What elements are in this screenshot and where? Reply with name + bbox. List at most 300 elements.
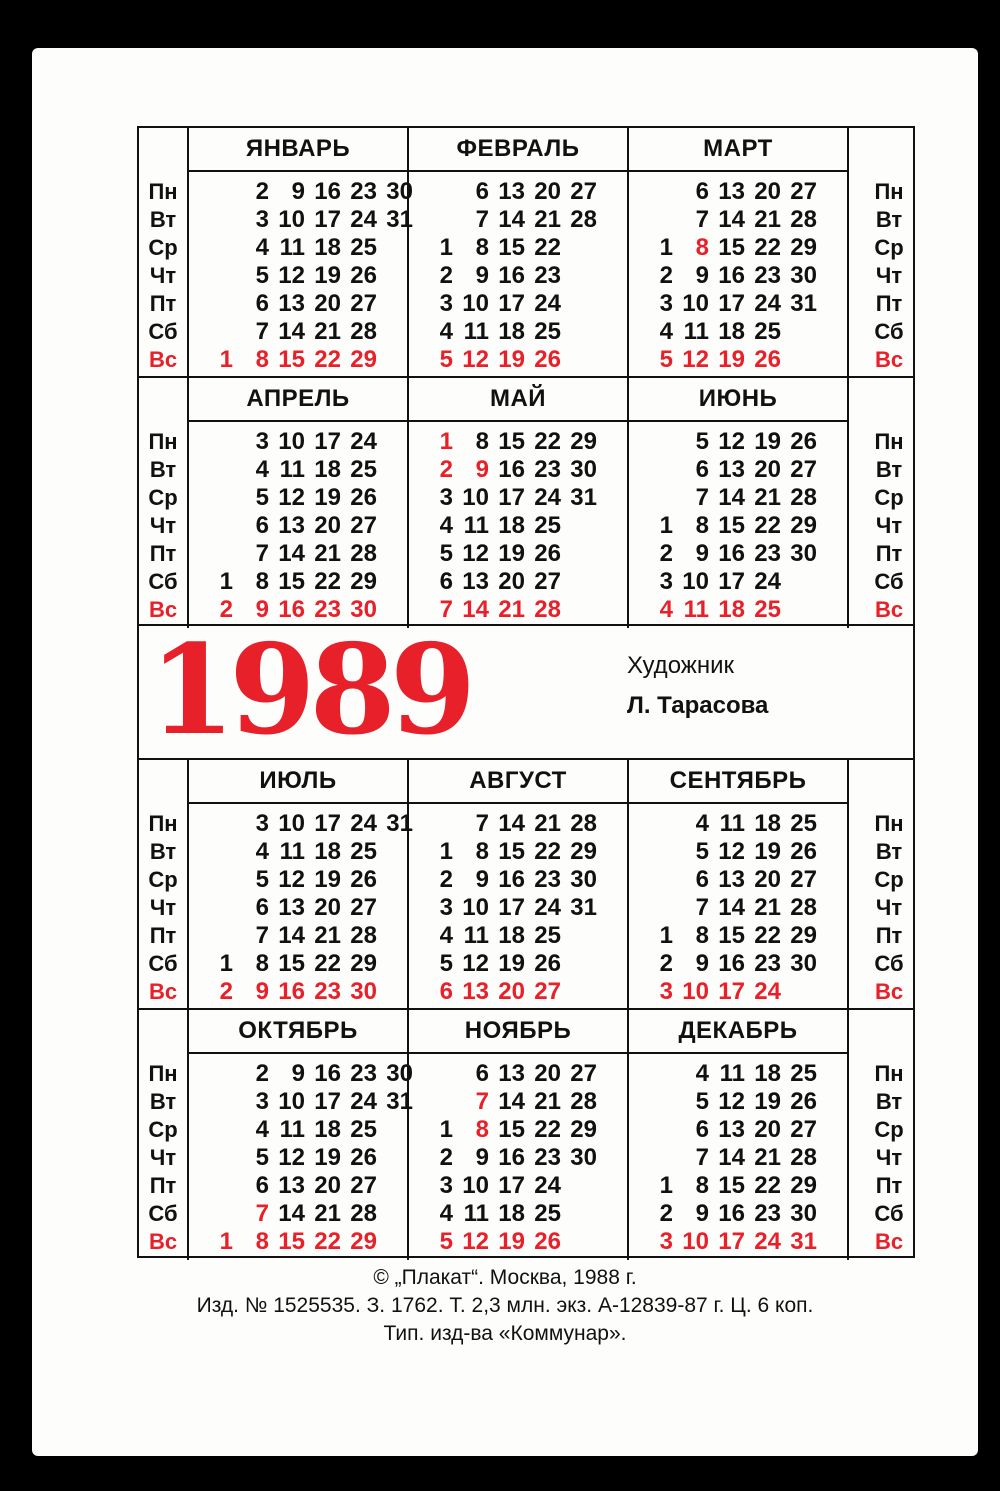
day-cell: 18 bbox=[754, 1060, 781, 1087]
month-title: ИЮНЬ bbox=[627, 378, 849, 422]
day-cell: 8 bbox=[695, 922, 709, 949]
day-cell: 14 bbox=[498, 1088, 525, 1115]
month-grid bbox=[627, 1054, 849, 1260]
day-cell: 24 bbox=[350, 1088, 377, 1115]
day-cell: 23 bbox=[754, 540, 781, 567]
weekday-label: Пн bbox=[148, 811, 178, 836]
weekday-label: Сб bbox=[148, 319, 178, 344]
day-cell: 25 bbox=[790, 810, 817, 837]
weekday-label: Ср bbox=[874, 485, 904, 510]
day-cell: 16 bbox=[718, 540, 745, 567]
day-cell: 7 bbox=[695, 206, 709, 233]
day-cell: 4 bbox=[255, 234, 269, 261]
weekday-label: Вс bbox=[148, 979, 178, 1004]
day-cell: 3 bbox=[439, 484, 453, 511]
day-cell: 11 bbox=[719, 1060, 745, 1087]
day-cell: 28 bbox=[570, 1088, 597, 1115]
day-cell: 7 bbox=[475, 206, 489, 233]
day-cell: 2 bbox=[255, 178, 269, 205]
day-cell: 11 bbox=[463, 1200, 489, 1227]
calendar-second-half bbox=[137, 758, 915, 1258]
weekday-column-right bbox=[865, 422, 913, 628]
weekday-label: Сб bbox=[148, 1201, 178, 1226]
day-cell: 18 bbox=[498, 1200, 525, 1227]
weekday-label: Ср bbox=[148, 867, 178, 892]
day-cell: 12 bbox=[682, 346, 709, 373]
day-cell: 28 bbox=[350, 1200, 377, 1227]
weekday-label: Сб bbox=[874, 569, 904, 594]
day-cell: 3 bbox=[659, 290, 673, 317]
day-cell: 18 bbox=[754, 810, 781, 837]
day-cell: 11 bbox=[719, 810, 745, 837]
weekday-label: Пн bbox=[148, 179, 178, 204]
day-cell: 31 bbox=[790, 1228, 817, 1255]
day-cell: 10 bbox=[278, 428, 305, 455]
day-cell: 3 bbox=[439, 894, 453, 921]
day-cell: 30 bbox=[790, 950, 817, 977]
weekday-column-left bbox=[139, 804, 187, 1010]
day-cell: 13 bbox=[278, 1172, 305, 1199]
day-cell: 16 bbox=[314, 178, 341, 205]
day-cell: 23 bbox=[534, 456, 561, 483]
day-cell: 23 bbox=[534, 866, 561, 893]
month-title: ОКТЯБРЬ bbox=[187, 1010, 407, 1054]
day-cell: 28 bbox=[790, 894, 817, 921]
day-cell: 19 bbox=[754, 1088, 781, 1115]
day-cell: 1 bbox=[219, 950, 233, 977]
day-cell: 2 bbox=[439, 262, 453, 289]
day-cell: 26 bbox=[790, 838, 817, 865]
day-cell: 18 bbox=[314, 1116, 341, 1143]
day-cell: 19 bbox=[498, 540, 525, 567]
day-cell: 19 bbox=[314, 866, 341, 893]
day-cell: 8 bbox=[695, 1172, 709, 1199]
weekday-label: Чт bbox=[149, 895, 177, 920]
day-cell: 26 bbox=[790, 428, 817, 455]
day-cell: 5 bbox=[439, 1228, 453, 1255]
day-cell: 13 bbox=[278, 894, 305, 921]
day-cell: 11 bbox=[683, 318, 709, 345]
month-title: ИЮЛЬ bbox=[187, 760, 407, 804]
day-cell: 26 bbox=[534, 1228, 561, 1255]
weekday-label: Вт bbox=[149, 207, 177, 232]
day-cell: 27 bbox=[790, 178, 817, 205]
day-cell: 15 bbox=[718, 922, 745, 949]
day-cell: 2 bbox=[439, 456, 453, 483]
day-cell: 3 bbox=[659, 1228, 673, 1255]
day-cell: 2 bbox=[659, 540, 673, 567]
month-title: АВГУСТ bbox=[407, 760, 627, 804]
day-cell: 9 bbox=[695, 262, 709, 289]
weekday-label: Пн bbox=[874, 1061, 904, 1086]
day-cell: 25 bbox=[350, 1116, 377, 1143]
day-cell: 12 bbox=[462, 346, 489, 373]
month-grid bbox=[407, 804, 627, 1010]
day-cell: 10 bbox=[278, 810, 305, 837]
day-cell: 28 bbox=[790, 484, 817, 511]
month-grid bbox=[407, 172, 627, 378]
day-cell: 15 bbox=[718, 512, 745, 539]
day-cell: 17 bbox=[718, 978, 745, 1005]
day-cell: 9 bbox=[255, 596, 269, 623]
day-cell: 5 bbox=[255, 1144, 269, 1171]
artist-name: Л. Тарасова bbox=[627, 692, 769, 719]
weekday-label: Пн bbox=[874, 429, 904, 454]
day-cell: 17 bbox=[314, 206, 341, 233]
day-cell: 30 bbox=[570, 866, 597, 893]
day-cell: 24 bbox=[350, 428, 377, 455]
day-cell: 9 bbox=[291, 1060, 305, 1087]
day-cell: 15 bbox=[278, 950, 305, 977]
day-cell: 8 bbox=[255, 346, 269, 373]
weekday-label: Пт bbox=[875, 923, 903, 948]
day-cell: 27 bbox=[570, 178, 597, 205]
day-cell: 27 bbox=[790, 1116, 817, 1143]
day-cell: 7 bbox=[695, 1144, 709, 1171]
imprint-line-2: Изд. № 1525535. З. 1762. Т. 2,3 млн. экз. А-12839-87 г. Ц. 6 коп. bbox=[196, 1294, 814, 1317]
day-cell: 22 bbox=[754, 234, 781, 261]
day-cell: 21 bbox=[314, 922, 341, 949]
quarter-4 bbox=[139, 1008, 913, 1260]
day-cell: 16 bbox=[278, 978, 305, 1005]
day-cell: 29 bbox=[570, 838, 597, 865]
weekday-label: Ср bbox=[874, 867, 904, 892]
day-cell: 26 bbox=[534, 346, 561, 373]
day-cell: 26 bbox=[350, 262, 377, 289]
day-cell: 12 bbox=[462, 540, 489, 567]
day-cell: 29 bbox=[790, 512, 817, 539]
weekday-label: Пт bbox=[875, 1173, 903, 1198]
day-cell: 17 bbox=[498, 290, 525, 317]
day-cell: 27 bbox=[570, 1060, 597, 1087]
day-cell: 12 bbox=[462, 1228, 489, 1255]
day-cell: 24 bbox=[534, 484, 561, 511]
day-cell: 7 bbox=[439, 596, 453, 623]
day-cell: 27 bbox=[350, 1172, 377, 1199]
day-cell: 12 bbox=[278, 866, 305, 893]
day-cell: 10 bbox=[682, 290, 709, 317]
day-cell: 29 bbox=[350, 568, 377, 595]
day-cell: 23 bbox=[534, 1144, 561, 1171]
day-cell: 19 bbox=[754, 838, 781, 865]
day-cell: 31 bbox=[570, 894, 597, 921]
day-cell: 25 bbox=[350, 838, 377, 865]
weekday-label: Вс bbox=[874, 347, 904, 372]
day-cell: 17 bbox=[718, 1228, 745, 1255]
day-cell: 16 bbox=[278, 596, 305, 623]
day-cell: 1 bbox=[439, 428, 453, 455]
day-cell: 17 bbox=[314, 1088, 341, 1115]
day-cell: 18 bbox=[498, 318, 525, 345]
day-cell: 10 bbox=[278, 206, 305, 233]
day-cell: 21 bbox=[314, 318, 341, 345]
day-cell: 19 bbox=[314, 1144, 341, 1171]
day-cell: 29 bbox=[790, 1172, 817, 1199]
day-cell: 14 bbox=[278, 540, 305, 567]
day-cell: 12 bbox=[718, 838, 745, 865]
day-cell: 6 bbox=[695, 178, 709, 205]
day-cell: 25 bbox=[350, 456, 377, 483]
month-title: МАЙ bbox=[407, 378, 627, 422]
day-cell: 16 bbox=[718, 1200, 745, 1227]
day-cell: 24 bbox=[754, 568, 781, 595]
weekday-label: Пт bbox=[149, 291, 177, 316]
day-cell: 26 bbox=[534, 950, 561, 977]
weekday-label: Чт bbox=[149, 513, 177, 538]
month-grid bbox=[187, 804, 413, 1010]
day-cell: 2 bbox=[255, 1060, 269, 1087]
weekday-label: Чт bbox=[875, 513, 903, 538]
quarter-1 bbox=[139, 128, 913, 378]
weekday-label: Вт bbox=[149, 1089, 177, 1114]
day-cell: 5 bbox=[255, 484, 269, 511]
day-cell: 19 bbox=[498, 950, 525, 977]
day-cell: 20 bbox=[314, 1172, 341, 1199]
day-cell: 1 bbox=[439, 1116, 453, 1143]
day-cell: 20 bbox=[498, 568, 525, 595]
day-cell: 26 bbox=[790, 1088, 817, 1115]
day-cell: 18 bbox=[718, 318, 745, 345]
day-cell: 8 bbox=[695, 234, 709, 261]
weekday-label: Вт bbox=[875, 457, 903, 482]
day-cell: 6 bbox=[255, 512, 269, 539]
day-cell: 14 bbox=[278, 318, 305, 345]
day-cell: 28 bbox=[790, 1144, 817, 1171]
day-cell: 11 bbox=[463, 922, 489, 949]
day-cell: 9 bbox=[695, 950, 709, 977]
day-cell: 30 bbox=[570, 1144, 597, 1171]
day-cell: 3 bbox=[439, 1172, 453, 1199]
day-cell: 1 bbox=[219, 568, 233, 595]
day-cell: 30 bbox=[350, 596, 377, 623]
day-cell: 17 bbox=[718, 290, 745, 317]
day-cell: 28 bbox=[570, 206, 597, 233]
day-cell: 20 bbox=[754, 1116, 781, 1143]
weekday-column-right bbox=[865, 1054, 913, 1260]
weekday-label: Чт bbox=[149, 1145, 177, 1170]
day-cell: 22 bbox=[754, 1172, 781, 1199]
day-cell: 20 bbox=[498, 978, 525, 1005]
weekday-label: Чт bbox=[875, 263, 903, 288]
day-cell: 28 bbox=[350, 540, 377, 567]
day-cell: 3 bbox=[255, 428, 269, 455]
day-cell: 20 bbox=[754, 178, 781, 205]
year-band bbox=[137, 618, 915, 763]
day-cell: 2 bbox=[219, 978, 233, 1005]
day-cell: 14 bbox=[718, 1144, 745, 1171]
day-cell: 22 bbox=[534, 1116, 561, 1143]
day-cell: 29 bbox=[570, 1116, 597, 1143]
day-cell: 11 bbox=[683, 596, 709, 623]
day-cell: 15 bbox=[498, 838, 525, 865]
day-cell: 16 bbox=[718, 950, 745, 977]
day-cell: 17 bbox=[718, 568, 745, 595]
day-cell: 21 bbox=[754, 484, 781, 511]
day-cell: 1 bbox=[659, 1172, 673, 1199]
month-title: МАРТ bbox=[627, 128, 849, 172]
day-cell: 25 bbox=[754, 318, 781, 345]
day-cell: 2 bbox=[659, 950, 673, 977]
weekday-label: Пт bbox=[149, 1173, 177, 1198]
day-cell: 6 bbox=[439, 568, 453, 595]
day-cell: 13 bbox=[278, 290, 305, 317]
day-cell: 8 bbox=[475, 428, 489, 455]
day-cell: 19 bbox=[314, 484, 341, 511]
month-grid bbox=[407, 422, 627, 628]
day-cell: 25 bbox=[534, 1200, 561, 1227]
weekday-label: Чт bbox=[875, 1145, 903, 1170]
day-cell: 17 bbox=[314, 810, 341, 837]
weekday-column-right bbox=[865, 804, 913, 1010]
day-cell: 21 bbox=[754, 1144, 781, 1171]
day-cell: 12 bbox=[278, 262, 305, 289]
day-cell: 22 bbox=[754, 922, 781, 949]
day-cell: 23 bbox=[754, 262, 781, 289]
day-cell: 12 bbox=[278, 484, 305, 511]
day-cell: 6 bbox=[439, 978, 453, 1005]
day-cell: 27 bbox=[534, 568, 561, 595]
day-cell: 5 bbox=[659, 346, 673, 373]
day-cell: 9 bbox=[255, 978, 269, 1005]
day-cell: 21 bbox=[534, 1088, 561, 1115]
day-cell: 14 bbox=[278, 1200, 305, 1227]
day-cell: 1 bbox=[659, 512, 673, 539]
day-cell: 25 bbox=[790, 1060, 817, 1087]
weekday-label: Пн bbox=[148, 1061, 178, 1086]
day-cell: 20 bbox=[314, 290, 341, 317]
day-cell: 20 bbox=[754, 456, 781, 483]
weekday-label: Вт bbox=[875, 839, 903, 864]
day-cell: 11 bbox=[279, 1116, 305, 1143]
weekday-label: Чт bbox=[149, 263, 177, 288]
calendar-first-half bbox=[137, 126, 915, 626]
day-cell: 22 bbox=[314, 346, 341, 373]
month-grid bbox=[187, 172, 413, 378]
weekday-column-right bbox=[865, 172, 913, 378]
month-title: ДЕКАБРЬ bbox=[627, 1010, 849, 1054]
day-cell: 8 bbox=[695, 512, 709, 539]
day-cell: 22 bbox=[314, 1228, 341, 1255]
day-cell: 13 bbox=[498, 178, 525, 205]
month-grid bbox=[627, 804, 849, 1010]
day-cell: 24 bbox=[350, 810, 377, 837]
day-cell: 24 bbox=[754, 1228, 781, 1255]
day-cell: 23 bbox=[350, 1060, 377, 1087]
day-cell: 25 bbox=[534, 318, 561, 345]
weekday-label: Сб bbox=[874, 319, 904, 344]
day-cell: 15 bbox=[278, 1228, 305, 1255]
day-cell: 27 bbox=[790, 456, 817, 483]
day-cell: 8 bbox=[475, 838, 489, 865]
day-cell: 13 bbox=[718, 866, 745, 893]
day-cell: 18 bbox=[314, 838, 341, 865]
day-cell: 20 bbox=[534, 1060, 561, 1087]
month-title: ЯНВАРЬ bbox=[187, 128, 407, 172]
weekday-label: Вт bbox=[875, 1089, 903, 1114]
day-cell: 27 bbox=[790, 866, 817, 893]
weekday-label: Пт bbox=[149, 541, 177, 566]
day-cell: 5 bbox=[695, 1088, 709, 1115]
day-cell: 14 bbox=[498, 206, 525, 233]
day-cell: 27 bbox=[350, 894, 377, 921]
quarter-3 bbox=[139, 760, 913, 1010]
day-cell: 26 bbox=[350, 866, 377, 893]
day-cell: 21 bbox=[534, 206, 561, 233]
day-cell: 4 bbox=[659, 318, 673, 345]
day-cell: 13 bbox=[462, 978, 489, 1005]
weekday-label: Вт bbox=[875, 207, 903, 232]
day-cell: 18 bbox=[718, 596, 745, 623]
day-cell: 23 bbox=[754, 1200, 781, 1227]
day-cell: 28 bbox=[570, 810, 597, 837]
day-cell: 3 bbox=[439, 290, 453, 317]
day-cell: 30 bbox=[386, 1060, 413, 1087]
day-cell: 4 bbox=[255, 456, 269, 483]
day-cell: 21 bbox=[754, 894, 781, 921]
day-cell: 3 bbox=[255, 206, 269, 233]
day-cell: 31 bbox=[386, 1088, 413, 1115]
day-cell: 23 bbox=[350, 178, 377, 205]
weekday-label: Сб bbox=[148, 569, 178, 594]
day-cell: 10 bbox=[462, 484, 489, 511]
day-cell: 10 bbox=[682, 978, 709, 1005]
day-cell: 3 bbox=[255, 810, 269, 837]
day-cell: 8 bbox=[255, 1228, 269, 1255]
day-cell: 2 bbox=[439, 1144, 453, 1171]
day-cell: 30 bbox=[570, 456, 597, 483]
month-grid bbox=[407, 1054, 627, 1260]
day-cell: 8 bbox=[255, 950, 269, 977]
day-cell: 12 bbox=[718, 428, 745, 455]
weekday-label: Сб bbox=[874, 951, 904, 976]
weekday-column-left bbox=[139, 1054, 187, 1260]
day-cell: 31 bbox=[790, 290, 817, 317]
day-cell: 17 bbox=[314, 428, 341, 455]
day-cell: 4 bbox=[659, 596, 673, 623]
day-cell: 22 bbox=[534, 838, 561, 865]
month-grid bbox=[187, 422, 407, 628]
day-cell: 31 bbox=[386, 810, 413, 837]
day-cell: 15 bbox=[498, 428, 525, 455]
weekday-label: Ср bbox=[148, 235, 178, 260]
day-cell: 4 bbox=[439, 318, 453, 345]
day-cell: 7 bbox=[255, 1200, 269, 1227]
day-cell: 10 bbox=[682, 1228, 709, 1255]
day-cell: 25 bbox=[534, 922, 561, 949]
weekday-label: Ср bbox=[874, 1117, 904, 1142]
day-cell: 10 bbox=[462, 894, 489, 921]
day-cell: 1 bbox=[439, 234, 453, 261]
day-cell: 10 bbox=[278, 1088, 305, 1115]
weekday-label: Ср bbox=[148, 485, 178, 510]
day-cell: 9 bbox=[291, 178, 305, 205]
imprint-line-3: Тип. изд-ва «Коммунар». bbox=[383, 1322, 627, 1345]
weekday-label: Пн bbox=[148, 429, 178, 454]
day-cell: 13 bbox=[718, 178, 745, 205]
day-cell: 6 bbox=[255, 290, 269, 317]
day-cell: 30 bbox=[790, 540, 817, 567]
month-title: СЕНТЯБРЬ bbox=[627, 760, 849, 804]
day-cell: 24 bbox=[754, 978, 781, 1005]
day-cell: 15 bbox=[498, 1116, 525, 1143]
day-cell: 1 bbox=[219, 1228, 233, 1255]
day-cell: 16 bbox=[314, 1060, 341, 1087]
day-cell: 10 bbox=[682, 568, 709, 595]
day-cell: 15 bbox=[498, 234, 525, 261]
day-cell: 9 bbox=[695, 1200, 709, 1227]
day-cell: 28 bbox=[350, 922, 377, 949]
day-cell: 23 bbox=[754, 950, 781, 977]
